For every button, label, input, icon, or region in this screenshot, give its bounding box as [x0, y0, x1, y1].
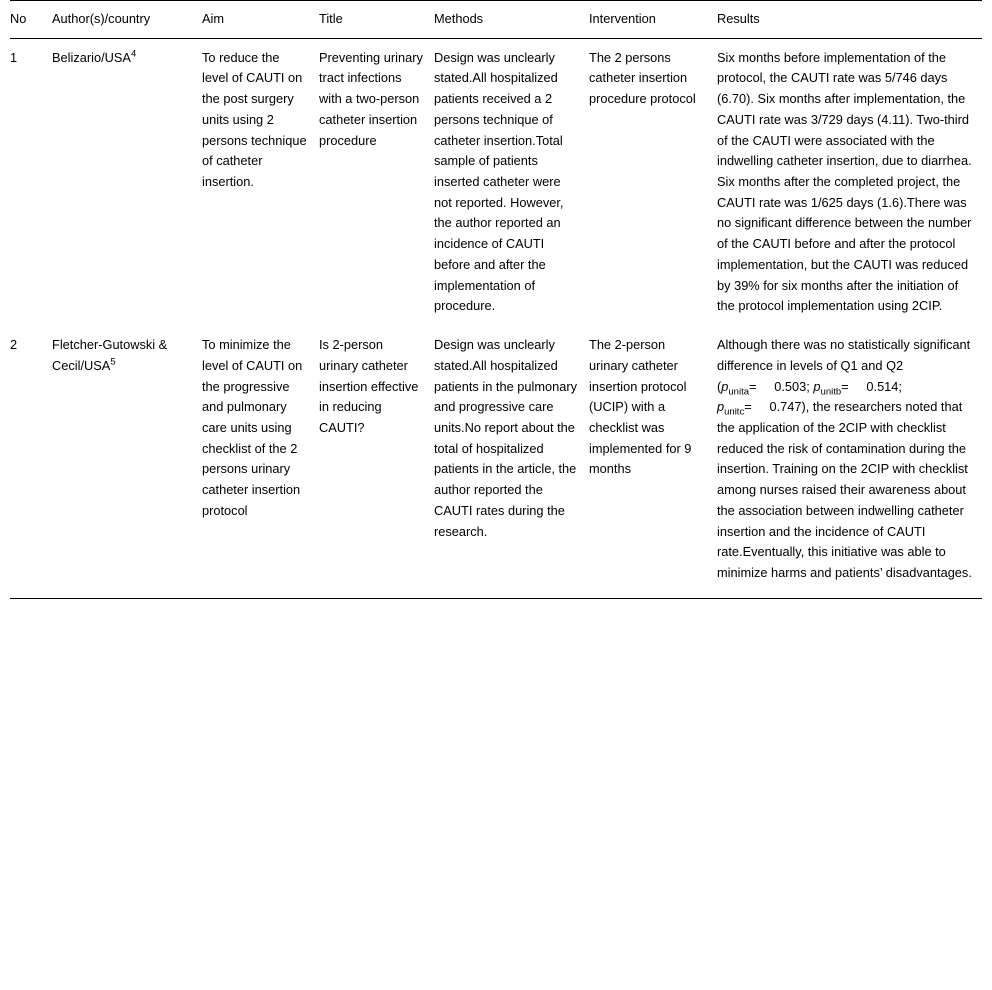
cell-intervention: The 2 persons catheter insertion procedure protocol: [589, 49, 696, 107]
cell-results: [717, 326, 982, 598]
column-header-results: Results: [717, 1, 982, 39]
cell-no: 2: [10, 326, 52, 598]
table-row: [10, 38, 982, 326]
table-header: [10, 1, 982, 39]
stat-subscript-unitc: unitc: [724, 406, 745, 418]
column-header-title: Title: [319, 1, 434, 39]
stat-symbol-p-unita: p: [721, 378, 729, 394]
cell-methods: Design was unclearly stated.All hospitalized patients in the pulmonary and progressive care units.No report about the total of hospitalized patients in the article, the author reported the CAUTI rates during the research.: [434, 326, 589, 598]
cell-aim: To minimize the level of CAUTI on the progressive and pulmonary care units using checklist of the 2 persons urinary catheter insertion protocol: [202, 326, 319, 598]
cell-no: 1: [10, 49, 18, 65]
stat-symbol-p-unitc: p: [717, 399, 725, 415]
column-header-author: Author(s)/country: [52, 1, 202, 39]
cell-author: [52, 38, 202, 326]
column-header-methods: Methods: [434, 1, 589, 39]
results-text-before-stats: Although there was no statistically significant difference in levels of Q1 and Q2 (: [717, 337, 971, 394]
cell-methods: Design was unclearly stated.All hospitalized patients received a 2 persons technique of catheter insertion.Total sample of patients inserted catheter were not reported. However, the author reported an incidence of CAUTI before and after the implementation of procedure.: [434, 49, 564, 314]
stat-subscript-unitb: unitb: [820, 386, 842, 398]
cell-title: Is 2-person urinary catheter insertion effective in reducing CAUTI?: [319, 326, 434, 598]
stat-symbol-p-unitb: p: [813, 378, 821, 394]
table-header-row: [10, 1, 982, 39]
author-name: Fletcher-Gutowski & Cecil/USA: [52, 337, 168, 373]
cell-author: [52, 326, 202, 598]
author-reference-marker: 4: [130, 48, 137, 60]
cell-aim: To reduce the level of CAUTI on the post surgery units using 2 persons technique of catheter insertion.: [202, 49, 307, 190]
column-header-aim: Aim: [202, 1, 319, 39]
table-row: [10, 326, 982, 598]
table-body: [10, 38, 982, 598]
cell-title: Preventing urinary tract infections with a two-person catheter insertion procedure: [319, 49, 423, 148]
author-reference-marker: 5: [110, 356, 116, 368]
stat-value-unitc: = 0.747),: [744, 399, 810, 415]
study-summary-table: [10, 0, 982, 599]
author-name: Belizario/USA: [52, 49, 131, 65]
column-header-no: No: [10, 1, 52, 39]
cell-intervention: The 2-person urinary catheter insertion protocol (UCIP) with a checklist was implemented for 9 months: [589, 326, 717, 598]
stat-subscript-unita: unita: [728, 386, 749, 398]
column-header-intervention: Intervention: [589, 1, 717, 39]
results-text-after-stats: the researchers noted that the application of the 2CIP with checklist reduced the risk of contamination during the insertion. Training on the 2CIP with checklist among nurses raised their awareness about the association between indwelling catheter insertion and the incidence of CAUTI rate.Eventually, this initiative was able to minimize harms and patients’ disadvantages.: [717, 399, 972, 580]
stat-value-unitb: = 0.514;: [841, 378, 902, 394]
cell-results: Six months before implementation of the protocol, the CAUTI rate was 5/746 days (6.70). Six months after implementation, the CAUTI rate was 3/729 days (4.11). Two-third of the CAUTI were associated with the indwelling catheter insertion, due to diarrhea. Six months after the completed project, the CAUTI rate was 1/625 days (1.6).There was no significant difference between the number of the CAUTI before and after the protocol implementation, but the CAUTI was reduced by 39% for six months after the initiation of the protocol implementation using 2CIP.: [717, 49, 972, 314]
stat-value-unita: = 0.503;: [749, 378, 810, 394]
